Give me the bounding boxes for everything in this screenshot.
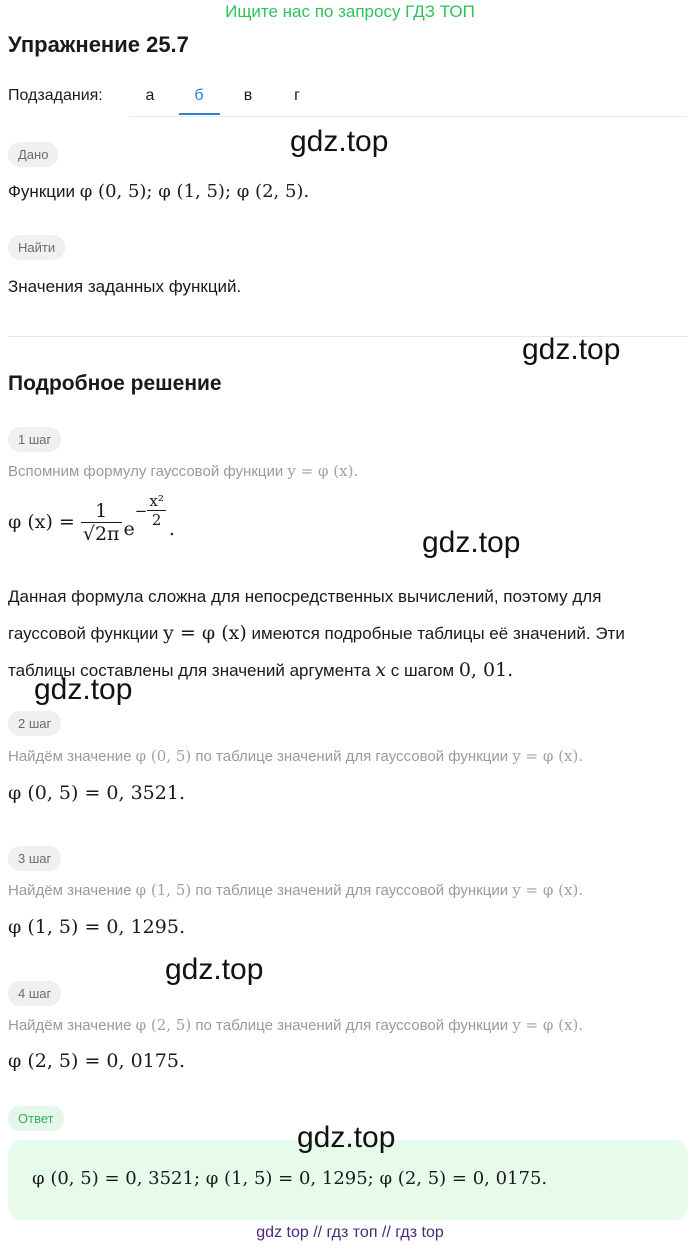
tab-b[interactable]: б [194, 87, 204, 104]
gauss-formula-end: . [168, 518, 175, 540]
watermark: gdz.top [422, 526, 521, 559]
step-4-note-formula-1: φ (2, 5) [135, 1016, 192, 1034]
tab-v[interactable]: в [243, 87, 253, 104]
watermark: gdz.top [290, 125, 389, 158]
step-2-note-text-a: Найдём значение [8, 748, 132, 765]
step-4-note-formula-2: y = φ (x). [512, 1016, 584, 1034]
find-text: Значения заданных функций. [8, 277, 242, 296]
step-2-note-formula-1: φ (0, 5) [135, 747, 192, 765]
search-banner: Ищите нас по запросу ГДЗ ТОП [225, 2, 475, 21]
find-badge: Найти [8, 235, 65, 260]
watermark: gdz.top [522, 333, 621, 366]
step-1-para-line-1 [8, 579, 625, 615]
step-1-note-text: Вспомним формулу гауссовой функции [8, 463, 284, 480]
gauss-formula [8, 492, 175, 552]
gauss-formula-numerator: 1 [81, 500, 122, 523]
step-1-para-text-1: Данная формула сложна для непосредственных вычислений, поэтому для [8, 587, 602, 606]
step-1-badge: 1 шаг [8, 427, 61, 452]
step-3-result: φ (1, 5) = 0, 1295. [8, 916, 185, 938]
step-4-note-text-a: Найдём значение [8, 1017, 132, 1034]
gauss-formula-exponent [135, 492, 166, 529]
given-formula: φ (0, 5); φ (1, 5); φ (2, 5). [79, 181, 310, 202]
answer-badge: Ответ [8, 1106, 64, 1131]
step-3-badge: 3 шаг [8, 846, 61, 871]
gauss-formula-lhs: φ (x) = [8, 511, 75, 533]
footer-links[interactable]: gdz top // гдз топ // гдз top [256, 1224, 444, 1241]
page-title: Упражнение 25.7 [8, 32, 189, 57]
step-1-para-text-2b: имеются подробные таблицы её значений. Эти [251, 624, 625, 643]
watermark: gdz.top [297, 1121, 396, 1154]
step-1-para-formula-3a: x [375, 659, 387, 681]
step-1-note-formula: y = φ (x). [287, 462, 359, 480]
subtasks-label: Подзадания: [8, 87, 103, 104]
step-4-note [8, 1016, 583, 1034]
step-2-note-text-b: по таблице значений для гауссовой функции [195, 748, 509, 765]
step-1-para-text-2a: гауссовой функции [8, 624, 159, 643]
gauss-formula-denominator: √2π [82, 522, 120, 545]
step-3-note-formula-1: φ (1, 5) [135, 881, 192, 899]
step-2-badge: 2 шаг [8, 711, 61, 736]
active-tab-indicator [179, 113, 220, 115]
given-badge: Дано [8, 142, 58, 167]
step-1-para-text-3b: с шагом [390, 661, 455, 680]
step-1-para-formula-3b: 0, 01. [458, 659, 514, 681]
step-4-note-text-b: по таблице значений для гауссовой функции [195, 1017, 509, 1034]
gauss-formula-exp-den: 2 [151, 511, 162, 529]
step-3-note [8, 881, 583, 899]
gauss-formula-e: e [123, 518, 135, 540]
step-3-note-text-b: по таблице значений для гауссовой функции [195, 882, 509, 899]
watermark: gdz.top [165, 953, 264, 986]
solution-title: Подробное решение [8, 372, 222, 395]
step-1-note [8, 462, 358, 480]
step-2-note-formula-2: y = φ (x). [512, 747, 584, 765]
gauss-formula-exp-minus: − [134, 501, 148, 520]
answer-formula: φ (0, 5) = 0, 3521; φ (1, 5) = 0, 1295; φ (2, 5) = 0, 0175. [32, 1168, 548, 1189]
tab-a[interactable]: а [145, 87, 155, 104]
watermark: gdz.top [34, 673, 133, 706]
step-3-note-text-a: Найдём значение [8, 882, 132, 899]
gauss-formula-fraction [81, 500, 122, 545]
step-2-note [8, 747, 583, 765]
step-4-badge: 4 шаг [8, 981, 61, 1006]
given-text [8, 181, 309, 202]
given-text-prefix: Функции [8, 182, 75, 201]
step-2-result: φ (0, 5) = 0, 3521. [8, 782, 185, 804]
step-1-para-text-3a: таблицы составлены для значений аргумента [8, 661, 371, 680]
gauss-formula-exp-fraction [147, 492, 165, 529]
step-1-para-formula-2: y = φ (x) [163, 622, 247, 644]
step-1-para-line-2 [8, 615, 625, 652]
tab-g[interactable]: г [294, 87, 300, 104]
gauss-formula-exp-num: x² [149, 492, 164, 510]
step-3-note-formula-2: y = φ (x). [512, 881, 584, 899]
step-4-result: φ (2, 5) = 0, 0175. [8, 1050, 185, 1072]
